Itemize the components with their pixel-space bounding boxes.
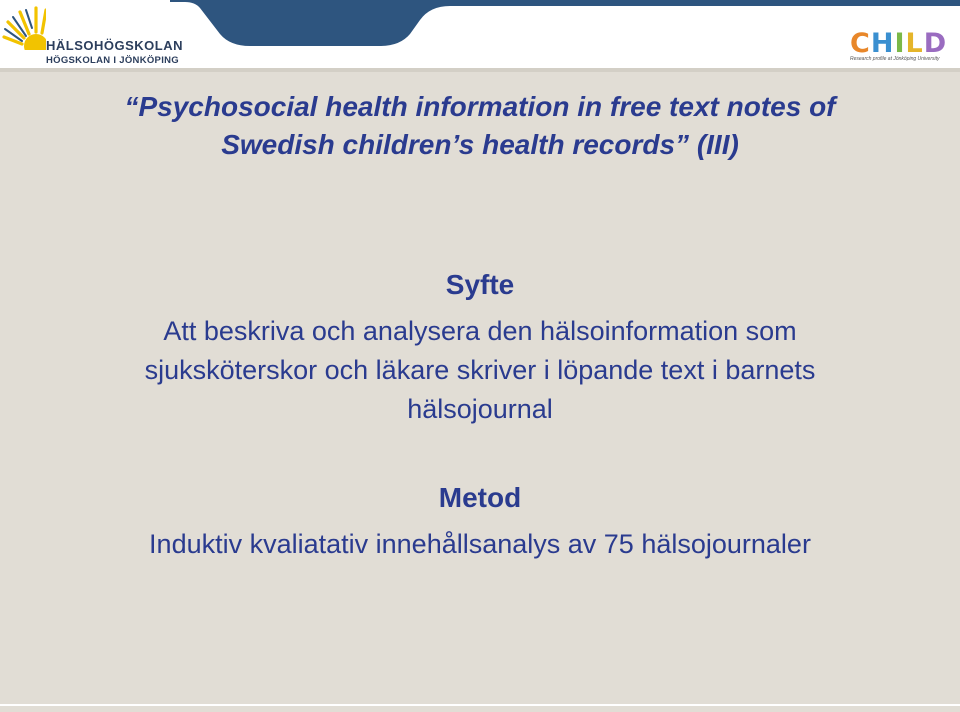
slide-header (0, 0, 960, 68)
child-tagline: Research profile at Jönköping University (850, 56, 940, 62)
school-name: HÄLSOHÖGSKOLAN (46, 38, 183, 53)
footer-line (0, 704, 960, 706)
section-text-line: hälsojournal (407, 394, 553, 424)
section-text-line: Att beskriva och analysera den hälsoinformation som (163, 316, 797, 346)
section-heading: Syfte (445, 269, 515, 300)
halsohogskolan-logo (2, 2, 202, 66)
header-divider (0, 68, 960, 72)
section-syfte (40, 268, 920, 429)
section-heading: Metod (438, 482, 522, 513)
sunburst-icon (2, 6, 46, 50)
child-logo-text: CHILD (850, 28, 948, 59)
section-text-line: sjuksköterskor och läkare skriver i löpande text i barnets (144, 355, 816, 385)
title-line-1: “Psychosocial health information in free text notes of (124, 91, 836, 122)
school-subtitle: HÖGSKOLAN I JÖNKÖPING (46, 55, 179, 66)
section-metod (40, 481, 920, 564)
section-text-line: Induktiv kvaliatativ innehållsanalys av 75 hälsojournaler (149, 529, 811, 559)
child-logo (848, 24, 952, 66)
title-line-2: Swedish children’s health records” (III) (221, 129, 739, 160)
slide-title (40, 88, 920, 164)
